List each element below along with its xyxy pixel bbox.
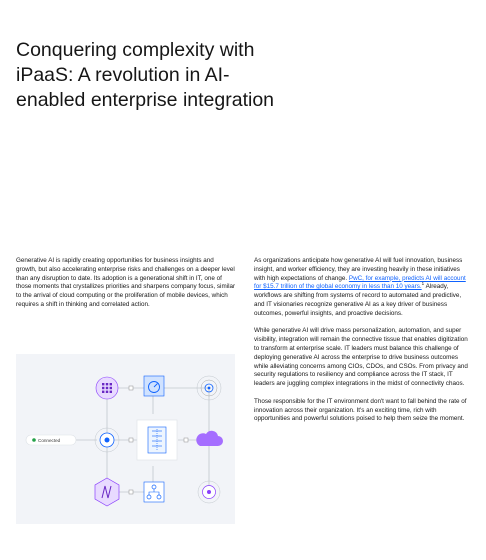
stack-icon bbox=[137, 420, 177, 460]
paragraph-1 bbox=[254, 257, 472, 319]
right-column bbox=[254, 257, 472, 433]
status-label: Connected bbox=[38, 438, 61, 443]
status-dot bbox=[32, 438, 36, 442]
gauge-icon bbox=[144, 376, 164, 396]
page-title: Conquering complexity with iPaaS: A revolution in AI-enabled enterprise integration bbox=[16, 39, 275, 111]
paragraph-1-end: Already, workflows are shifting from systems of record to automated and predictive, and IT visionaries recognize generative AI as a key driver of business outcomes, powerful insights, and proactive decisions. bbox=[254, 283, 462, 317]
grid-icon bbox=[96, 377, 118, 399]
integration-diagram bbox=[16, 354, 235, 524]
network-icon bbox=[144, 482, 164, 502]
paragraph-3: Those responsible for the IT environment don't want to fall behind the rate of innovation across their organization. It's an exciting time, rich with opportunities and powerful solutions poised to help them seize the moment. bbox=[254, 397, 467, 423]
paragraph-2: While generative AI will drive mass personalization, automation, and super visibility, integration will remain the connective tissue that enables digitization to transform at enterprise scale. IT leaders must balance this challenge of deploying generative AI across the enterprise to drive business outcomes while alleviating concerns among CIOs, CDOs, and CSOs. From privacy and security regulations to resiliency and compliance across the IT stack, IT leaders are juggling complex integrations in the midst of connectivity chaos. bbox=[254, 327, 468, 388]
left-column bbox=[16, 257, 236, 319]
connected-status bbox=[26, 435, 76, 445]
intro-paragraph: Generative AI is rapidly creating opportunities for business insights and growth, but also accelerating enterprise risks and challenges on a deeper level than any disruption to date. Its adoption is a generational shift in IT, one of those moments that crystallizes priorities and sharpens company focus, similar to the arrival of cloud computing or the proliferation of mobile devices, which requires a shift in thinking and correlated action. bbox=[16, 257, 236, 308]
footnote-marker: 1 bbox=[421, 281, 425, 287]
paragraph-1-start: As organizations anticipate how generative AI will fuel innovation, business insight, and worker efficiency, they are investing heavily in these initiatives with high expectations of change. bbox=[254, 257, 463, 282]
pwc-citation-link[interactable]: PwC, for example, predicts AI will account for $15.7 trillion of the global economy in less than 10 years. bbox=[254, 274, 466, 291]
